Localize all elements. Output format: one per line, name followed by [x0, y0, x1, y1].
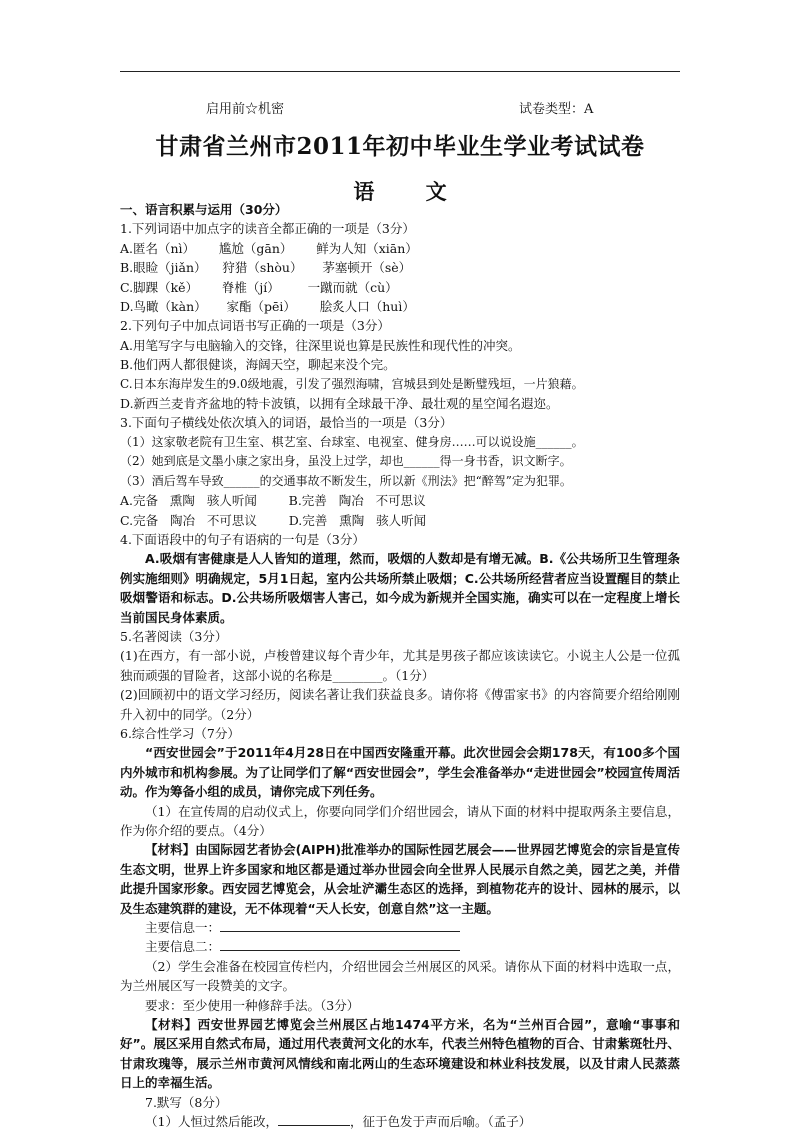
q7-line — [120, 1112, 680, 1131]
option-line: D.鸟瞰（kàn） 家酯（pēi） 脍炙人口（huì） — [120, 299, 415, 315]
option-line: D.新西兰麦肯齐盆地的特卡波镇，以拥有全球最干净、最壮观的星空闻名遐迩。 — [120, 396, 559, 412]
q6-material2: 【材料】西安世界园艺博览会兰州展区占地1474平方米，名为“兰州百合园”，意喻“事事和好”。展区采用自然式布局，通过用代表黄河文化的水车，代表兰州特色植物的百合、甘肃紫斑牡丹、甘肃玫瑰等，展示兰州市黄河风情线和南北两山的生态环境建设和林业科技发展，以及甘肃人民蒸蒸日上的幸福生活。 — [120, 1017, 680, 1091]
q6-title: 6.综合性学习（7分） — [120, 725, 240, 741]
q7-text-b: ，征于色发于声而后喻。（孟子） — [349, 1114, 532, 1130]
info-blank-1[interactable] — [220, 930, 460, 932]
q6-part2: （2）学生会准备在校园宣传栏内，介绍世园会兰州展区的风采。请你从下面的材料中选取一点，为兰州展区写一段赞美的文字。 — [120, 958, 680, 994]
sentence-line: （3）酒后驾车导致______的交通事故不断发生，所以新《刑法》把“醉驾”定为犯罪。 — [120, 473, 572, 488]
question-line: 1.下列词语中加点字的读音全都正确的一项是（3分） — [120, 221, 415, 237]
exam-body — [120, 200, 680, 1132]
section-heading: 一、语言积累与运用（30分） — [120, 202, 288, 217]
option-line: C.脚踝（kě） 脊椎（jí） 一蹴而就（cù） — [120, 279, 398, 295]
question-line: 3.下面句子横线处依次填入的词语，最恰当的一项是（3分） — [120, 415, 453, 431]
option-line: A.用笔写字与电脑输入的交锋，往深里说也算是民族性和现代性的冲突。 — [120, 337, 521, 353]
info-line-2 — [120, 937, 680, 956]
question-line: 4.下面语段中的句子有语病的一句是（3分） — [120, 531, 365, 547]
option-line: C.日本东海岸发生的9.0级地震，引发了强烈海啸，宫城县到处是断璧残垣，一片狼藉。 — [120, 376, 584, 391]
sentence-line: （1）这家敬老院有卫生室、棋艺室、台球室、电视室、健身房……可以说设施______。 — [120, 434, 584, 449]
option-line: B.他们两人都很健谈，海阔天空，聊起来没个完。 — [120, 357, 396, 373]
q5-part1: (1)在西方，有一部小说，卢梭曾建议每个青少年，尤其是男孩子都应该读读它。小说主人公是一位孤独而顽强的冒险者，这部小说的名称是________。（1分） — [120, 648, 680, 683]
info-label-1: 主要信息一： — [145, 920, 221, 936]
q7-title: 7.默写（8分） — [145, 1094, 228, 1110]
option-line: A.匿名（nì） 尴尬（gān） 鲜为人知（xiān） — [120, 240, 418, 256]
q7-text-a: （1）人恒过然后能改， — [145, 1114, 278, 1130]
info-blank-2[interactable] — [220, 949, 460, 951]
q5-title: 5.名著阅读（3分） — [120, 628, 228, 644]
confidential-label: 启用前☆机密 — [206, 102, 285, 117]
info-label-2: 主要信息二： — [145, 939, 221, 955]
q6-intro: “西安世园会”于2011年4月28日在中国西安隆重开幕。此次世园会会期178天，有100多个国内外城市和机构参展。为了让同学们了解“西安世园会”，学生会准备举办“走进世园会”校园宣传周活动。作为筹备小组的成员，请你完成下列任务。 — [120, 745, 680, 800]
option-line: A.完备 熏陶 骇人听闻 B.完善 陶冶 不可思议 — [120, 493, 426, 509]
top-rule — [120, 71, 680, 72]
q4-paragraph: A.吸烟有害健康是人人皆知的道理，然而，吸烟的人数却是有增无减。B.《公共场所卫生管理条例实施细则》明确规定，5月1日起，室内公共场所禁止吸烟；C.公共场所经营者应当设置醒目的禁止吸烟警语和标志。D.公共场所吸烟害人害己，如今成为新规并全国实施，确实可以在一定程度上增长当前国民身体素质。 — [120, 551, 680, 625]
q5-part2: (2)回顾初中的语文学习经历，阅读名著让我们获益良多。请你将《傅雷家书》的内容简要介绍给刚刚升入初中的同学。（2分） — [120, 687, 680, 722]
q6-material1: 【材料】由国际园艺者协会(AIPH)批准举办的国际性园艺展会——世界园艺博览会的宗旨是宣传生态文明，世界上许多国家和地区都是通过举办世园会向全世界人民展示自然之美，园艺之美，并借此提升国家形象。西安园艺博览会，从会址浐灞生态区的选择，到植物花卉的设计、园林的展示，以及生态建筑群的建设，无不体现着“天人长安，创意自然”这一主题。 — [120, 842, 680, 916]
question-line: 2.下列句子中加点词语书写正确的一项是（3分） — [120, 318, 390, 334]
option-line: C.完备 陶冶 不可思议 D.完善 熏陶 骇人听闻 — [120, 512, 427, 528]
subject-title: 语 文 — [353, 179, 469, 204]
option-line: B.眼睑（jiǎn） 狩猎（shòu） 茅塞顿开（sè） — [120, 260, 412, 276]
q6-requirement: 要求：至少使用一种修辞手法。（3分） — [145, 997, 360, 1013]
q6-part1: （1）在宣传周的启动仪式上，你要向同学们介绍世园会，请从下面的材料中提取两条主要信息，作为你介绍的要点。（4分） — [120, 803, 680, 838]
info-line-1 — [120, 918, 680, 937]
exam-title: 甘肃省兰州市2011年初中毕业生学业考试试卷 — [155, 133, 645, 160]
q7-blank[interactable] — [278, 1124, 350, 1126]
sentence-line: （2）她到底是文墨小康之家出身，虽没上过学，却也______得一身书香，识文断字。 — [120, 454, 572, 469]
paper-type-label: 试卷类型：A — [519, 102, 594, 117]
